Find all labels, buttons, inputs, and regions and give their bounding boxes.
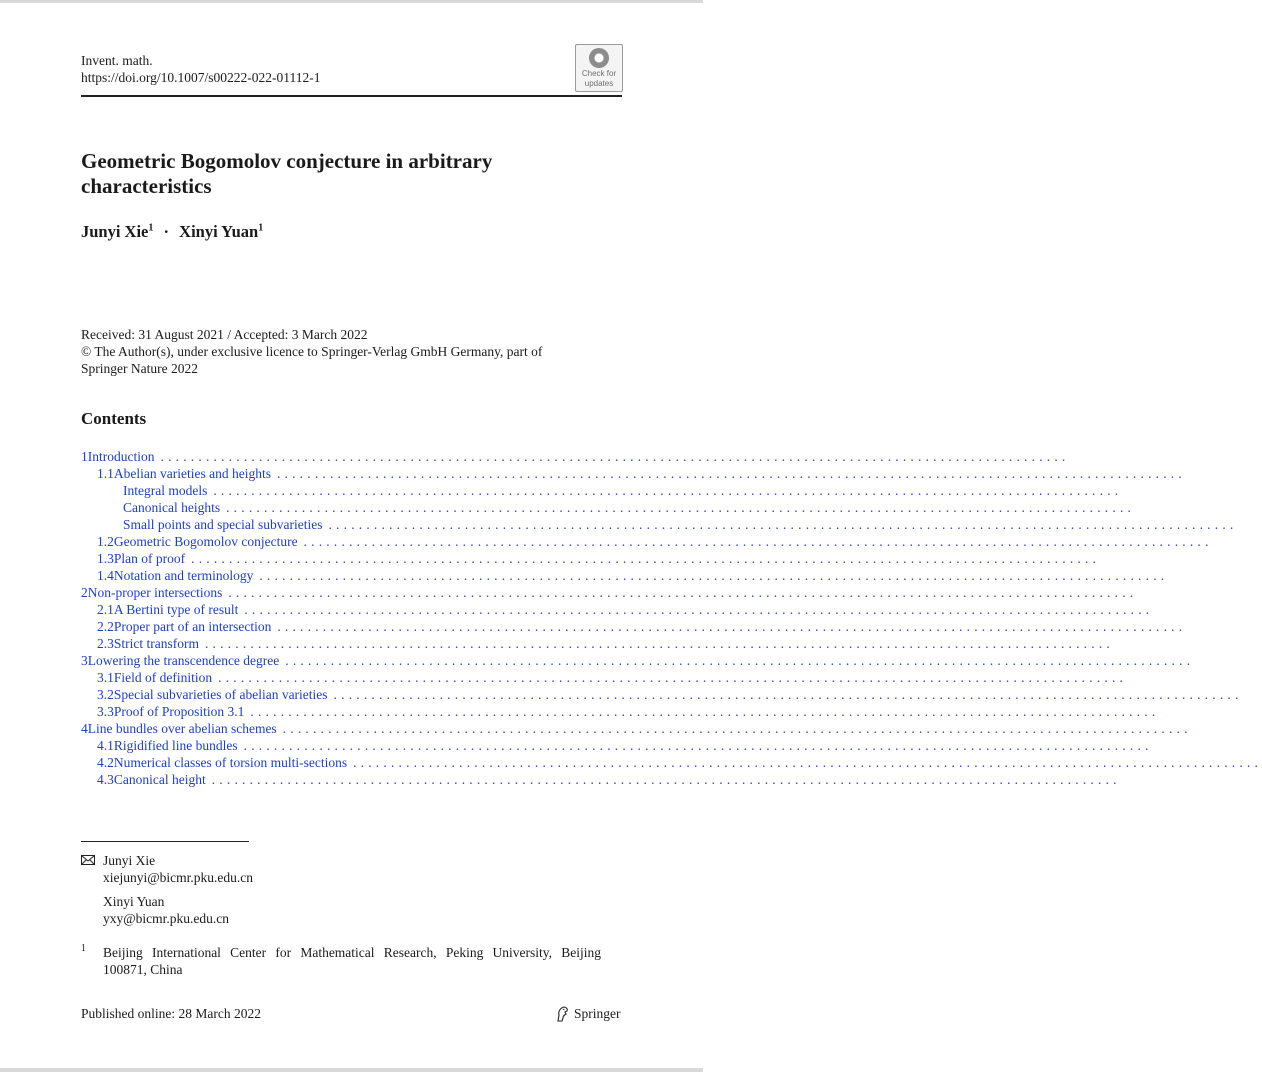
badge-label-1: Check for xyxy=(581,69,617,78)
contact-email[interactable]: xiejunyi@bicmr.pku.edu.cn xyxy=(103,870,254,885)
toc-entry-number: 1.3 xyxy=(97,551,114,566)
published-date: Published online: 28 March 2022 xyxy=(81,1006,261,1021)
affiliation-mark: 1 xyxy=(81,943,86,954)
contact-entry xyxy=(103,893,403,927)
toc-leader-dots: ........................................................................................................................ xyxy=(333,687,1243,702)
toc-entry-title: Canonical heights xyxy=(123,500,221,515)
doi-link[interactable]: https://doi.org/10.1007/s00222-022-01112-1 xyxy=(81,70,321,85)
toc-leader-dots: ........................................................................................................................ xyxy=(243,738,1153,753)
toc-entry-number: 1 xyxy=(81,449,88,464)
toc-entry-title: Special subvarieties of abelian varieties xyxy=(113,687,328,702)
toc-entry-number: 1.4 xyxy=(97,568,114,583)
toc-entry[interactable] xyxy=(81,703,1160,720)
toc-leader-dots: ........................................................................................................................ xyxy=(328,517,1238,532)
author-separator: · xyxy=(163,222,170,241)
contact-name: Junyi Xie xyxy=(103,853,156,868)
toc-entry-number: 1.1 xyxy=(97,466,114,481)
copyright-line: © The Author(s), under exclusive licence to Springer-Verlag GmbH Germany, part of xyxy=(81,344,543,359)
toc-entry-number: 4.3 xyxy=(97,772,114,787)
affiliation-text: Beijing International Center for Mathematical Research, Peking University, Beijing 100871, China xyxy=(103,945,601,977)
journal-name: Invent. math. xyxy=(81,53,153,68)
toc-entry-number: 2.1 xyxy=(97,602,114,617)
toc-leader-dots: ........................................................................................................................ xyxy=(259,568,1169,583)
contact-name: Xinyi Yuan xyxy=(103,894,165,909)
toc-entry[interactable] xyxy=(81,533,1213,550)
springer-horse-icon xyxy=(555,1006,570,1022)
toc-entry[interactable] xyxy=(81,686,1243,703)
author-name: Xinyi Yuan xyxy=(179,222,259,241)
toc-entry[interactable] xyxy=(81,771,1121,788)
toc-entry[interactable] xyxy=(81,516,1238,533)
toc-entry[interactable] xyxy=(81,550,1101,567)
toc-entry-title: Small points and special subvarieties xyxy=(123,517,323,532)
toc-leader-dots: ........................................................................................................................ xyxy=(282,721,1192,736)
toc-entry[interactable] xyxy=(81,448,1070,465)
toc-leader-dots: ........................................................................................................................ xyxy=(204,636,1114,651)
toc-entry-title: Rigidified line bundles xyxy=(113,738,238,753)
toc-entry-title: Field of definition xyxy=(113,670,213,685)
toc-leader-dots: ........................................................................................................................ xyxy=(276,466,1186,481)
toc-entry-title: Proof of Proposition 3.1 xyxy=(113,704,245,719)
toc-entry-title: Geometric Bogomolov conjecture xyxy=(113,534,298,549)
article-history xyxy=(81,326,601,377)
toc-entry-title: Canonical height xyxy=(113,772,206,787)
envelope-icon xyxy=(81,855,95,865)
toc-entry-title: Line bundles over abelian schemes xyxy=(87,721,277,736)
toc-entry-number: 3.3 xyxy=(97,704,114,719)
toc-entry-title: Introduction xyxy=(87,449,155,464)
header-rule xyxy=(81,95,622,97)
publisher-logo xyxy=(555,1006,621,1022)
toc-entry-number: 3.2 xyxy=(97,687,114,702)
toc-entry[interactable] xyxy=(81,720,1192,737)
footnote-rule xyxy=(81,841,249,842)
toc-entry-title: Strict transform xyxy=(113,636,199,651)
toc-entry[interactable] xyxy=(81,737,1153,754)
toc-entry[interactable] xyxy=(81,567,1169,584)
contents-heading: Contents xyxy=(81,409,147,428)
author-affil-mark: 1 xyxy=(148,222,154,234)
author-name: Junyi Xie xyxy=(81,222,149,241)
toc-leader-dots: ........................................................................................................................ xyxy=(353,755,1262,770)
toc-leader-dots: ........................................................................................................................ xyxy=(218,670,1128,685)
toc-entry-title: Plan of proof xyxy=(113,551,186,566)
toc-entry[interactable] xyxy=(81,601,1154,618)
toc-leader-dots: ........................................................................................................................ xyxy=(213,483,1123,498)
toc-leader-dots: ........................................................................................................................ xyxy=(228,585,1138,600)
toc-entry-number: 2 xyxy=(81,585,88,600)
badge-label-2: updates xyxy=(584,79,614,88)
toc-entry[interactable] xyxy=(81,482,1123,499)
toc-leader-dots: ........................................................................................................................ xyxy=(191,551,1101,566)
toc-entry-number: 2.3 xyxy=(97,636,114,651)
copyright-line: Springer Nature 2022 xyxy=(81,361,198,376)
toc-entry[interactable] xyxy=(81,584,1138,601)
toc-entry[interactable] xyxy=(81,635,1114,652)
author-list xyxy=(81,222,263,242)
toc-leader-dots: ........................................................................................................................ xyxy=(303,534,1213,549)
toc-entry-number: 4 xyxy=(81,721,88,736)
toc-entry-number: 4.2 xyxy=(97,755,114,770)
toc-entry-number: 3.1 xyxy=(97,670,114,685)
check-updates-icon xyxy=(589,48,609,68)
toc-entry-title: Notation and terminology xyxy=(113,568,254,583)
toc-entry-number: 4.1 xyxy=(97,738,114,753)
paper-title: Geometric Bogomolov conjecture in arbitrary characteristics xyxy=(81,149,493,198)
toc-leader-dots: ........................................................................................................................ xyxy=(160,449,1070,464)
toc-entry-title: Non-proper intersections xyxy=(87,585,223,600)
received-accepted: Received: 31 August 2021 / Accepted: 3 March 2022 xyxy=(81,327,368,342)
contact-entry xyxy=(103,852,403,886)
toc-entry-title: Numerical classes of torsion multi-sections xyxy=(113,755,348,770)
page-bottom-border xyxy=(0,1068,703,1072)
toc-entry[interactable] xyxy=(81,669,1128,686)
toc-leader-dots: ........................................................................................................................ xyxy=(277,619,1187,634)
toc-entry-title: A Bertini type of result xyxy=(113,602,239,617)
toc-entry-number: 2.2 xyxy=(97,619,114,634)
toc-leader-dots: ........................................................................................................................ xyxy=(211,772,1121,787)
publisher-name: Springer xyxy=(574,1006,621,1021)
toc-entry-title: Proper part of an intersection xyxy=(113,619,272,634)
journal-header xyxy=(81,52,321,86)
toc-leader-dots: ........................................................................................................................ xyxy=(244,602,1154,617)
toc-leader-dots: ........................................................................................................................ xyxy=(226,500,1136,515)
toc-entry-number: 3 xyxy=(81,653,88,668)
toc-entry[interactable] xyxy=(81,499,1136,516)
toc-leader-dots: ........................................................................................................................ xyxy=(285,653,1195,668)
toc-entry[interactable] xyxy=(81,618,1187,635)
toc-entry-title: Lowering the transcendence degree xyxy=(87,653,280,668)
toc-entry-title: Integral models xyxy=(123,483,208,498)
toc-leader-dots: ........................................................................................................................ xyxy=(250,704,1160,719)
check-for-updates-badge[interactable] xyxy=(575,44,623,92)
author-affil-mark: 1 xyxy=(258,222,264,234)
table-of-contents xyxy=(81,448,1262,788)
toc-entry[interactable] xyxy=(81,754,1262,771)
toc-entry[interactable] xyxy=(81,465,1186,482)
contact-email[interactable]: yxy@bicmr.pku.edu.cn xyxy=(103,911,230,926)
toc-entry-title: Abelian varieties and heights xyxy=(113,466,271,481)
toc-entry[interactable] xyxy=(81,652,1195,669)
toc-entry-number: 1.2 xyxy=(97,534,114,549)
page-top-border xyxy=(0,0,703,3)
